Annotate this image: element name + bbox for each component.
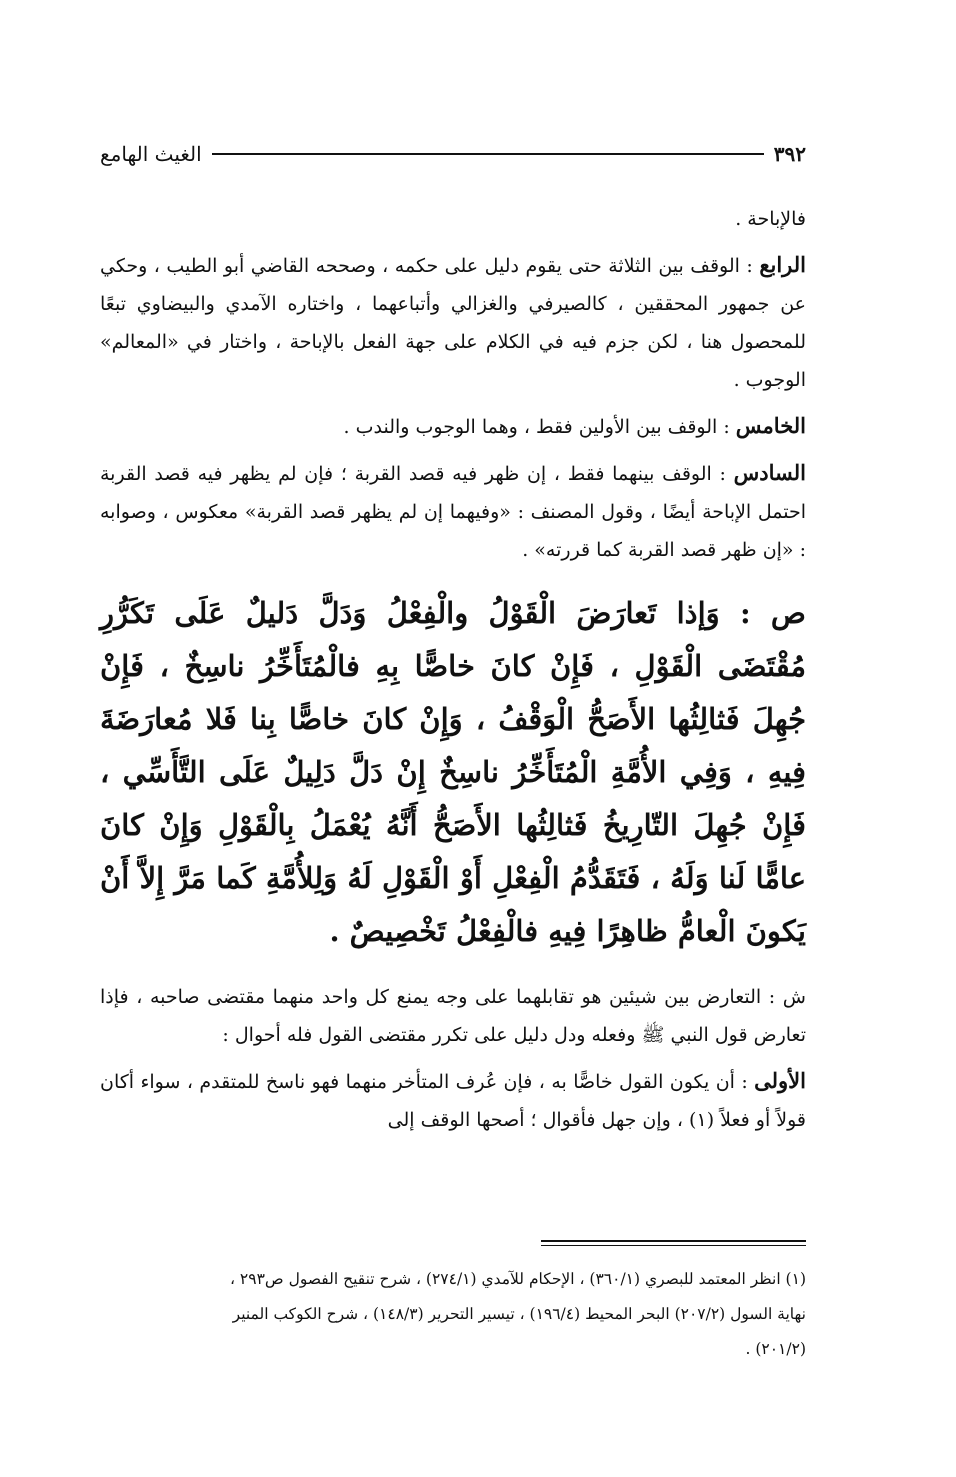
paragraph-body: : أن يكون القول خاصًّا به ، فإن عُرف المتأخر منهما فهو ناسخ للمتقدم ، سواء أكان قولاً أو فعلاً (١) ، وإن جهل فأقوال ؛ أصحها الوقف إلى [100, 1071, 806, 1131]
sharh-paragraph: ش : التعارض بين شيئين هو تقابلهما على وجه يمنع كل واحد منهما مقتضى صاحبه ، فإذا تعارض قول النبي ﷺ وفعله ودل دليل على تكرر مقتضى القول فله أحوال : [100, 986, 806, 1046]
book-title: الغيث الهامع [100, 142, 202, 166]
paragraph-first-case [100, 1062, 806, 1139]
paragraph-body: : الوقف بين الثلاثة حتى يقوم دليل على حكمه ، وصححه القاضي أبو الطيب ، وحكي عن جمهور المحققين ، كالصيرفي والغزالي وأتباعهما ، واختاره الآمدي والبيضاوي تبعًا للمحصول هنا ، لكن جزم فيه في الكلام على جهة الفعل بالإباحة ، واختار في «المعالم» الوجوب . [100, 255, 806, 391]
paragraph-lead-word: الخامس [735, 413, 806, 438]
paragraph-body: : الوقف بين الأولين فقط ، وهما الوجوب والندب . [343, 416, 730, 438]
footnote-divider [541, 1240, 806, 1246]
paragraph-continuation: فالإباحة . [735, 208, 806, 230]
paragraph-lead-word: الرابع [759, 252, 806, 277]
paragraph-lead-word: السادس [733, 460, 806, 485]
paragraph-lead-word: الأولى [754, 1068, 806, 1093]
paragraph-body: : الوقف بينهما فقط ، إن ظهر فيه قصد القربة ؛ فإن لم يظهر فيه قصد القربة احتمل الإباحة أيضًا ، وقول المصنف : «وفيهما إن لم يظهر قصد القربة» معكوس ، وصوابه : «إن ظهر قصد القربة كما قررته» . [100, 463, 806, 561]
page-number: ٣٩٢ [773, 142, 806, 166]
header-rule [212, 153, 764, 155]
footnotes [100, 1262, 806, 1367]
footnote-line: نهاية السول (٢٠٧/٢) البحر المحيط (١٩٦/٤) ، تيسير التحرير (١٤٨/٣) ، شرح الكوكب المنير [232, 1305, 806, 1323]
running-header [100, 138, 806, 170]
matn-marker: ص : [739, 596, 806, 630]
paragraph-sixth-opinion [100, 454, 806, 569]
matn-body: وَإذا تَعارَضَ الْقَوْلُ والْفِعْلُ وَدَلَّ دَليلٌ عَلَى تَكَرُّرِ مُقْتَضَى الْقَوْلِ ، فَإِنْ كانَ خاصًّا بِهِ فالْمُتَأَخِّرُ ناسِخٌ ، فَإِنْ جُهِلَ فَثالِثُها الأَصَحُّ الْوَقْفُ ، وَإِنْ كانَ خاصًّا بِنا فَلا مُعارَضَةَ فِيهِ ، وَفِي الأُمَّةِ الْمُتَأَخِّرُ ناسِخٌ إِنْ دَلَّ دَلِيلٌ عَلَى التَّأَسِّي ، فَإِنْ جُهِلَ التّارِيخُ فَثالِثُها الأَصَحُّ أَنَّهُ يُعْمَلُ بِالْقَوْلِ وَإِنْ كانَ عامًّا لَنا وَلَهُ ، فَتَقَدُّمُ الْفِعْلِ أَوْ الْقَوْلِ لَهُ وَلِلأُمَّةِ كَما مَرَّ إِلاَّ أَنْ يَكونَ الْعامُّ ظاهِرًا فِيهِ فالْفِعْلُ تَخْصِيصٌ . [100, 596, 806, 948]
main-text [100, 200, 806, 1139]
paragraph-fourth-opinion [100, 246, 806, 399]
book-page [100, 0, 806, 1477]
footnote-line: (٢٠١/٢) . [745, 1340, 806, 1358]
paragraph-fifth-opinion [100, 407, 806, 446]
footnote-line: (١) انظر المعتمد للبصري (٣٦٠/١) ، الإحكام للآمدي (٢٧٤/١) ، شرح تنقيح الفصول ص٢٩٣ ، [229, 1270, 806, 1288]
matn-text-block [100, 587, 806, 958]
